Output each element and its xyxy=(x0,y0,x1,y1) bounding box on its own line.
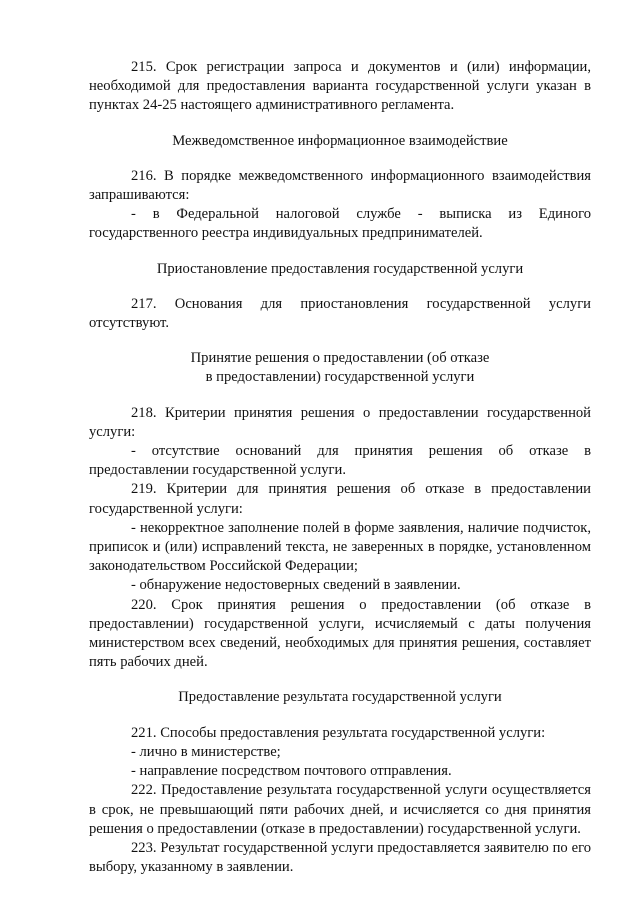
paragraph-219-item-2: - обнаружение недостоверных сведений в заявлении. xyxy=(131,577,461,594)
paragraph-222: 222. Предоставление результата государственной услуги осуществляется в срок, не превышающий пяти рабочих дней, и исчисляется со дня принятия решения о предоставлении (отказе в предоставлении) государственной услуги. xyxy=(89,782,591,837)
paragraph-215: 215. Срок регистрации запроса и документов и (или) информации, необходимой для предоставления варианта государственной услуги указан в пунктах 24-25 настоящего административного регламента. xyxy=(89,59,591,114)
heading-decision-line-1: Принятие решения о предоставлении (об отказе xyxy=(190,350,490,367)
paragraph-221: 221. Способы предоставления результата государственной услуги: xyxy=(131,724,546,741)
paragraph-223: 223. Результат государственной услуги предоставляется заявителю по его выбору, указанному в заявлении. xyxy=(89,839,591,876)
heading-result: Предоставление результата государственной услуги xyxy=(178,689,502,706)
paragraph-221-item-1: - лично в министерстве; xyxy=(131,743,281,760)
paragraph-218: 218. Критерии принятия решения о предоставлении государственной услуги: xyxy=(89,404,591,440)
paragraph-220: 220. Срок принятия решения о предоставлении (об отказе в предоставлении) государственной услуги, исчисляемый с даты получения министерством всех сведений, необходимых для принятия решения, составляет пять рабочих дней. xyxy=(89,596,591,671)
paragraph-219-item-1: - некорректное заполнение полей в форме заявления, наличие подчисток, приписок и (или) исправлений текста, не заверенных в порядке, установленном законодательством Российской Федерации; xyxy=(89,519,591,575)
paragraph-217: 217. Основания для приостановления государственной услуги отсутствуют. xyxy=(89,295,591,332)
paragraph-218-item-1: - отсутствие оснований для принятия решения об отказе в предоставлении государственной услуги. xyxy=(89,443,591,479)
heading-decision-line-2: в предоставлении) государственной услуги xyxy=(205,369,475,386)
paragraph-216-item-1: - в Федеральной налоговой службе - выписка из Единого государственного реестра индивидуальных предпринимателей. xyxy=(89,206,591,242)
paragraph-216: 216. В порядке межведомственного информационного взаимодействия запрашиваются: xyxy=(89,167,591,204)
paragraph-219: 219. Критерии для принятия решения об отказе в предоставлении государственной услуги: xyxy=(89,481,591,517)
heading-suspension: Приостановление предоставления государственной услуги xyxy=(156,260,524,277)
heading-interagency: Межведомственное информационное взаимодействие xyxy=(172,132,508,149)
paragraph-221-item-2: - направление посредством почтового отправления. xyxy=(131,763,452,780)
heading-decision xyxy=(89,349,591,387)
document-page xyxy=(89,58,591,877)
